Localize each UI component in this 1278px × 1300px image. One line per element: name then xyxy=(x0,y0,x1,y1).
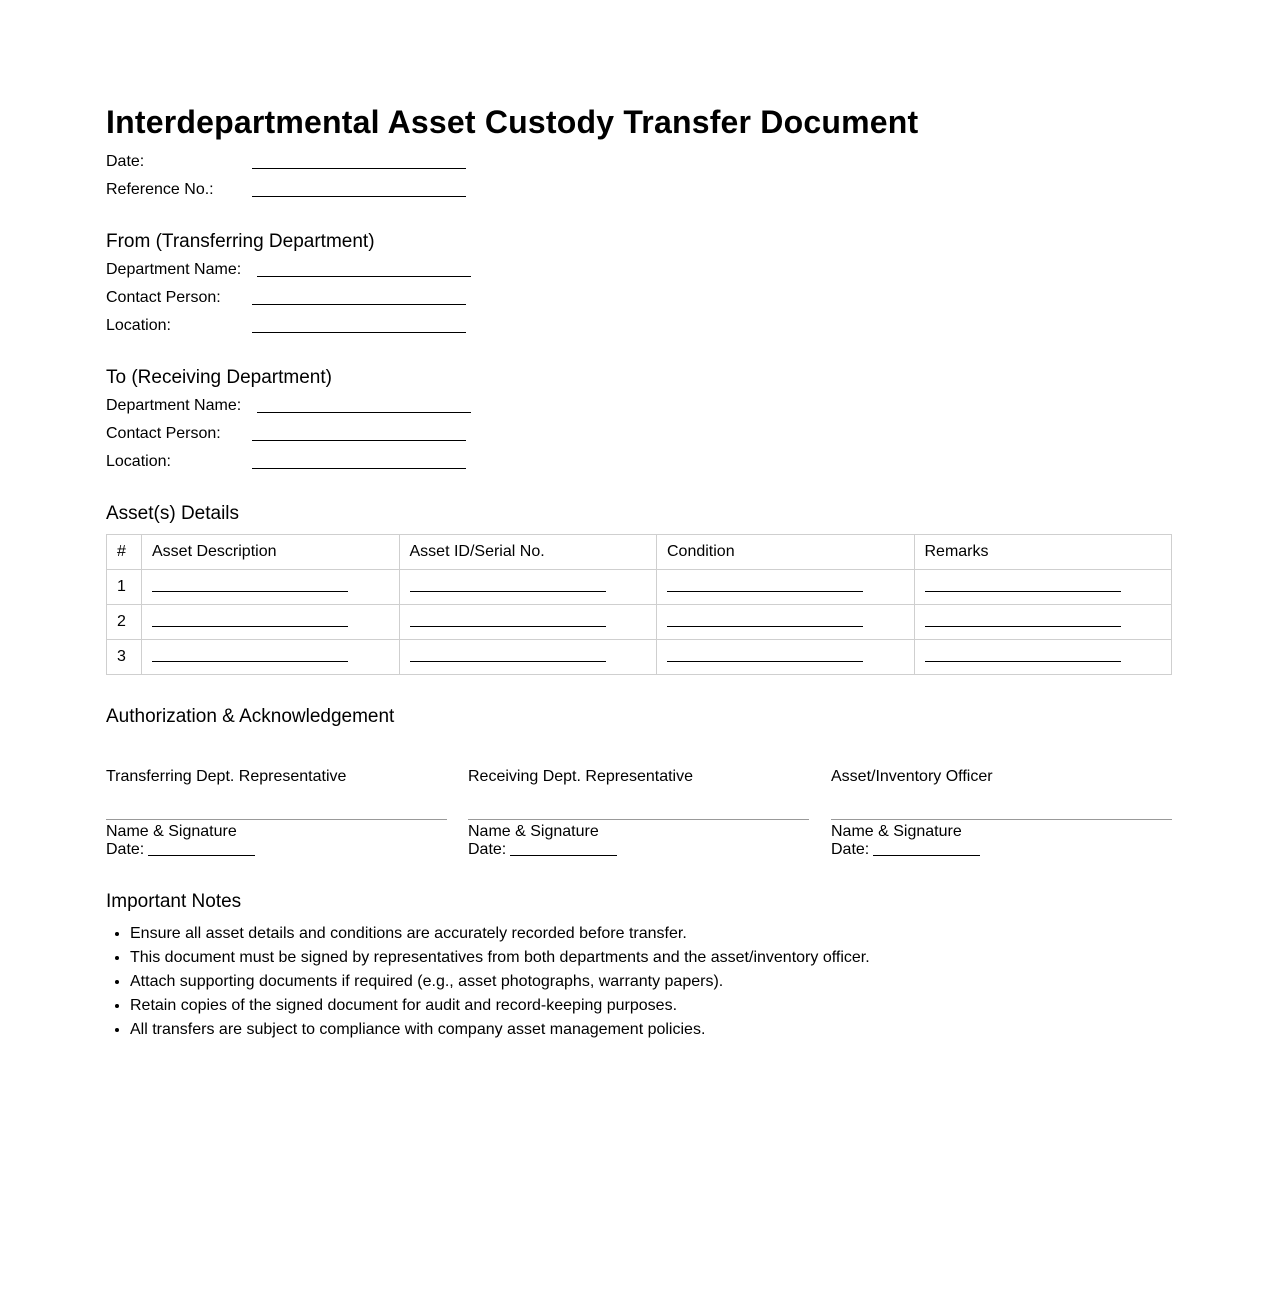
signatory-title: Asset/Inventory Officer xyxy=(831,768,993,785)
table-row xyxy=(107,640,1172,675)
date-blank-line[interactable] xyxy=(510,855,617,856)
signature-line[interactable] xyxy=(831,819,1172,820)
date-label: Date: xyxy=(106,153,145,170)
asset-id-cell[interactable] xyxy=(399,605,657,640)
assets-table xyxy=(106,534,1172,675)
column-header-description: Asset Description xyxy=(142,535,400,570)
remarks-cell[interactable] xyxy=(914,640,1172,675)
to-department-blank-line[interactable] xyxy=(257,412,471,413)
row-number: 2 xyxy=(107,605,142,640)
asset-id-cell[interactable] xyxy=(399,570,657,605)
asset-id-blank-line xyxy=(410,626,606,627)
from-location-blank-line[interactable] xyxy=(252,332,466,333)
signatory-title: Receiving Dept. Representative xyxy=(468,768,694,785)
list-item: • Retain copies of the signed document for audit and record-keeping purposes. xyxy=(130,994,870,1018)
signature-date-label: Date: xyxy=(106,841,145,858)
to-department-field xyxy=(106,397,506,419)
from-contact-field xyxy=(106,289,506,311)
signature-date xyxy=(106,841,255,859)
document-title: Interdepartmental Asset Custody Transfer Document xyxy=(106,104,919,140)
remarks-blank-line xyxy=(925,626,1121,627)
assets-section-heading: Asset(s) Details xyxy=(106,503,240,524)
reference-blank-line[interactable] xyxy=(252,196,466,197)
name-signature-label: Name & Signature xyxy=(106,823,237,840)
remarks-blank-line xyxy=(925,661,1121,662)
description-blank-line xyxy=(152,661,348,662)
authorization-section-heading: Authorization & Acknowledgement xyxy=(106,706,395,727)
table-row xyxy=(107,605,1172,640)
from-department-blank-line[interactable] xyxy=(257,276,471,277)
name-signature-label: Name & Signature xyxy=(468,823,599,840)
to-location-blank-line[interactable] xyxy=(252,468,466,469)
from-contact-label: Contact Person: xyxy=(106,289,221,306)
asset-id-blank-line xyxy=(410,661,606,662)
from-department-field xyxy=(106,261,506,283)
description-blank-line xyxy=(152,591,348,592)
list-item: • This document must be signed by representatives from both departments and the asset/inventory officer. xyxy=(130,946,870,970)
asset-id-blank-line xyxy=(410,591,606,592)
signature-line[interactable] xyxy=(468,819,809,820)
list-item: • All transfers are subject to compliance with company asset management policies. xyxy=(130,1018,870,1042)
from-location-label: Location: xyxy=(106,317,171,334)
to-location-field xyxy=(106,453,506,475)
signature-line[interactable] xyxy=(106,819,447,820)
from-contact-blank-line[interactable] xyxy=(252,304,466,305)
description-blank-line xyxy=(152,626,348,627)
to-location-label: Location: xyxy=(106,453,171,470)
from-section-heading: From (Transferring Department) xyxy=(106,231,375,252)
signature-date xyxy=(468,841,617,859)
date-blank-line[interactable] xyxy=(252,168,466,169)
signature-date xyxy=(831,841,980,859)
reference-field xyxy=(106,181,506,203)
to-section-heading: To (Receiving Department) xyxy=(106,367,332,388)
condition-cell[interactable] xyxy=(657,640,915,675)
asset-id-cell[interactable] xyxy=(399,640,657,675)
to-contact-label: Contact Person: xyxy=(106,425,221,442)
condition-cell[interactable] xyxy=(657,570,915,605)
column-header-number: # xyxy=(107,535,142,570)
from-location-field xyxy=(106,317,506,339)
condition-blank-line xyxy=(667,661,863,662)
notes-section-heading: Important Notes xyxy=(106,891,242,912)
table-row xyxy=(107,570,1172,605)
description-cell[interactable] xyxy=(142,605,400,640)
row-number: 3 xyxy=(107,640,142,675)
remarks-cell[interactable] xyxy=(914,570,1172,605)
column-header-remarks: Remarks xyxy=(914,535,1172,570)
signature-date-label: Date: xyxy=(831,841,870,858)
list-item: • Ensure all asset details and conditions are accurately recorded before transfer. xyxy=(130,922,870,946)
remarks-cell[interactable] xyxy=(914,605,1172,640)
signatory-title: Transferring Dept. Representative xyxy=(106,768,347,785)
name-signature-label: Name & Signature xyxy=(831,823,962,840)
notes-list xyxy=(106,922,870,1042)
row-number: 1 xyxy=(107,570,142,605)
condition-cell[interactable] xyxy=(657,605,915,640)
condition-blank-line xyxy=(667,591,863,592)
signature-date-label: Date: xyxy=(468,841,507,858)
table-header-row xyxy=(107,535,1172,570)
to-department-label: Department Name: xyxy=(106,397,242,414)
remarks-blank-line xyxy=(925,591,1121,592)
reference-label: Reference No.: xyxy=(106,181,214,198)
to-contact-field xyxy=(106,425,506,447)
list-item: • Attach supporting documents if required (e.g., asset photographs, warranty papers). xyxy=(130,970,870,994)
description-cell[interactable] xyxy=(142,570,400,605)
column-header-asset-id: Asset ID/Serial No. xyxy=(399,535,657,570)
from-department-label: Department Name: xyxy=(106,261,242,278)
description-cell[interactable] xyxy=(142,640,400,675)
date-field xyxy=(106,153,506,175)
to-contact-blank-line[interactable] xyxy=(252,440,466,441)
date-blank-line[interactable] xyxy=(873,855,980,856)
date-blank-line[interactable] xyxy=(148,855,255,856)
column-header-condition: Condition xyxy=(657,535,915,570)
condition-blank-line xyxy=(667,626,863,627)
